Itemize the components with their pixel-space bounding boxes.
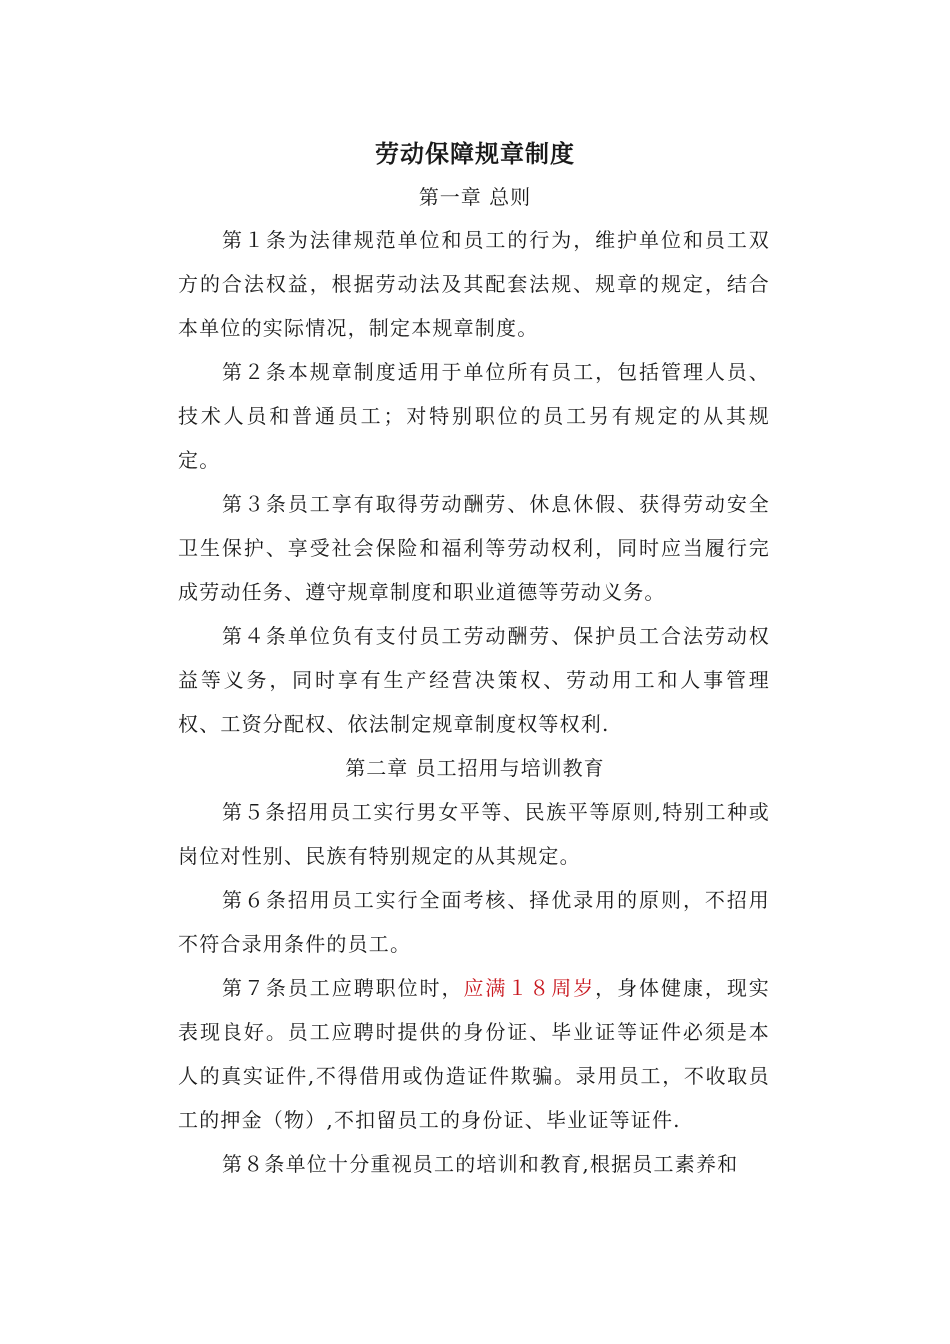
article-8: 第８条单位十分重视员工的培训和教育,根据员工素养和: [222, 1152, 739, 1176]
article-1: 第１条为法律规范单位和员工的行为，维护单位和员工双方的合法权益，根据劳动法及其配套法规、规章的规定，结合本单位的实际情况，制定本规章制度。: [178, 228, 770, 340]
article-7: [178, 966, 770, 1142]
document-title: 劳动保障规章制度: [375, 139, 575, 168]
age-requirement-highlight: 应满１８周岁: [463, 976, 596, 1000]
article-5: 第５条招用员工实行男女平等、民族平等原则,特别工种或岗位对性别、民族有特别规定的从其规定。: [178, 800, 770, 868]
article-6: 第６条招用员工实行全面考核、择优录用的原则，不招用不符合录用条件的员工。: [178, 888, 770, 956]
article-4: 第４条单位负有支付员工劳动酬劳、保护员工合法劳动权益等义务，同时享有生产经营决策权、劳动用工和人事管理权、工资分配权、依法制定规章制度权等权利.: [178, 624, 770, 736]
chapter-heading-2: 第二章 员工招用与培训教育: [345, 756, 605, 780]
article-7-text-start: 第７条员工应聘职位时，: [222, 976, 464, 1000]
article-7-text-end: ，身体健康，现实表现良好。员工应聘时提供的身份证、毕业证等证件必须是本人的真实证件,不得借用或伪造证件欺骗。录用员工，不收取员工的押金（物）,不扣留员工的身份证、毕业证等证件.: [178, 976, 771, 1132]
chapter-heading-1: 第一章 总则: [418, 185, 532, 209]
article-3: 第３条员工享有取得劳动酬劳、休息休假、获得劳动安全卫生保护、享受社会保险和福利等劳动权利，同时应当履行完成劳动任务、遵守规章制度和职业道德等劳动义务。: [178, 492, 770, 604]
article-2: 第２条本规章制度适用于单位所有员工，包括管理人员、技术人员和普通员工；对特别职位的员工另有规定的从其规定。: [178, 360, 770, 472]
